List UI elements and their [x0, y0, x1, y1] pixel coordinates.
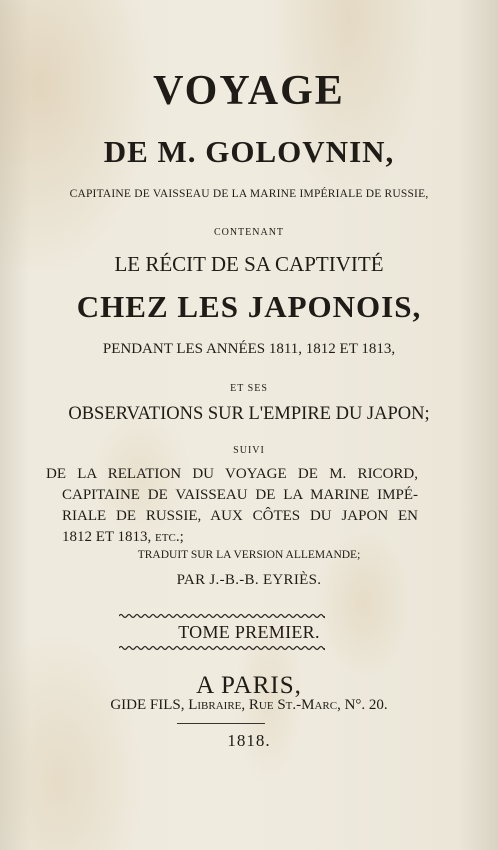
relation-line-3: RIALE DE RUSSIE, AUX CÔTES DU JAPON EN — [62, 508, 418, 524]
relation-line-2: CAPITAINE DE VAISSEAU DE LA MARINE IMPÉ- — [62, 487, 418, 503]
author-rank: CAPITAINE DE VAISSEAU DE LA MARINE IMPÉRIALE DE RUSSIE, — [69, 188, 429, 200]
imprint-divider — [177, 723, 265, 724]
japonois-line: CHEZ LES JAPONOIS, — [76, 289, 422, 324]
ornamental-rule-top — [119, 612, 325, 620]
ornamental-rule-bottom — [119, 644, 325, 652]
suivi-label: SUIVI — [233, 445, 265, 456]
relation-line-1: DE LA RELATION DU VOYAGE DE M. RICORD, — [46, 466, 418, 482]
observations-line: OBSERVATIONS SUR L'EMPIRE DU JAPON; — [68, 404, 430, 424]
volume-label: TOME PREMIER. — [178, 622, 320, 642]
relation-line-4: 1812 ET 1813, etc.; — [62, 529, 184, 545]
imprint-publisher: GIDE FILS, — [110, 697, 185, 713]
contenant-label: CONTENANT — [213, 227, 285, 238]
years-line: PENDANT LES ANNÉES 1811, 1812 ET 1813, — [102, 341, 396, 357]
translator-line: PAR J.-B.-B. EYRIÈS. — [176, 572, 322, 588]
title-author: DE M. GOLOVNIN, — [103, 134, 395, 169]
imprint-address: Libraire, Rue St.-Marc, N°. 20. — [188, 697, 388, 713]
et-ses-label: ET SES — [230, 383, 268, 394]
imprint-publisher-line — [0, 698, 498, 713]
imprint-city: A PARIS, — [196, 672, 302, 699]
recit-line: LE RÉCIT DE SA CAPTIVITÉ — [114, 252, 384, 276]
imprint-year: 1818. — [227, 731, 271, 750]
title-voyage: VOYAGE — [153, 68, 345, 114]
translation-note: TRADUIT SUR LA VERSION ALLEMANDE; — [137, 549, 361, 561]
